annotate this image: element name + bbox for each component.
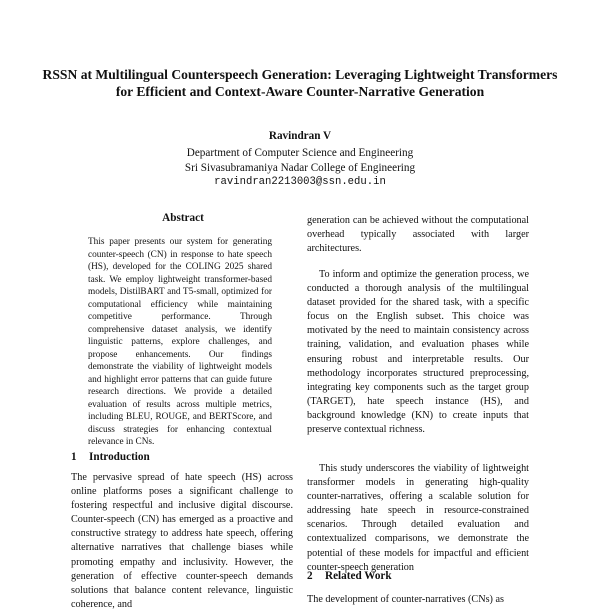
author-college: Sri Sivasubramaniya Nadar College of Engineering (184, 162, 416, 174)
related-work-heading (307, 570, 392, 582)
introduction-heading (71, 451, 150, 463)
paper-title: RSSN at Multilingual Counterspeech Generation: Leveraging Lightweight Transformers for Efficient and Context-Aware Counter-Narrative Generation (42, 67, 558, 99)
right-column-paragraph-continued: generation can be achieved without the computational overhead typically associated with larger architectures. (307, 215, 529, 255)
section-title: Introduction (89, 451, 150, 463)
author-email[interactable]: ravindran2213003@ssn.edu.in (214, 176, 386, 188)
author-department: Department of Computer Science and Engineering (186, 147, 414, 159)
author-name: Ravindran V (268, 130, 332, 142)
related-work-paragraph: The development of counter-narratives (CNs) as (307, 594, 504, 605)
abstract-text: This paper presents our system for generating counter-speech (CN) in response to hate speech (HS), developed for the COLING 2025 shared task. We employ lightweight transformer-based models, DistilBART and T5-small, optimized for computational efficiency while maintaining competitive performance. Through comprehensive dataset analysis, we identify linguistic patterns, explore challenges, and propose enhancements. Our findings demonstrate the viability of lightweight models and highlight error patterns that can guide future research directions. We provide a detailed evaluation of results across multiple metrics, including BLEU, ROUGE, and BERTScore, and discuss strategies for enhancing contextual relevance in CNs. (88, 237, 272, 447)
section-number: 1 (71, 451, 77, 463)
introduction-paragraph-1: The pervasive spread of hate speech (HS) across online platforms poses a significant challenge to fostering respectful and inclusive digital discourse. Counter-speech (CN) has emerged as a proactive and constructive strategy to address hate speech, offering alternative narratives that challenge biases while promoting empathy and inclusivity. However, the generation of effective counter-speech demands solutions that balance content relevance, linguistic coherence, and (71, 472, 293, 610)
right-column-paragraph-3: This study underscores the viability of lightweight transformer models in generating high-quality counter-narratives, offering a scalable solution for addressing hate speech in resource-constrained scenarios. Through detailed evaluation and contextualized comparisons, we demonstrate the potential of these models for impactful and efficient counter-speech generation (307, 463, 529, 573)
right-column-paragraph-2: To inform and optimize the generation process, we conducted a thorough analysis of the multilingual dataset provided for the shared task, with a specific focus on the English subset. This choice was motivated by the need to maintain consistency across training, validation, and evaluation phases while ensuring robust and interpretable results. Our methodology incorporates structured preprocessing, integrating key components such as the target group (TARGET), hate speech instance (HS), and background knowledge (KN) to create inputs that preserve contextual richness. (307, 269, 529, 436)
section-title: Related Work (325, 570, 392, 582)
abstract-heading: Abstract (162, 212, 204, 224)
section-number: 2 (307, 570, 313, 582)
